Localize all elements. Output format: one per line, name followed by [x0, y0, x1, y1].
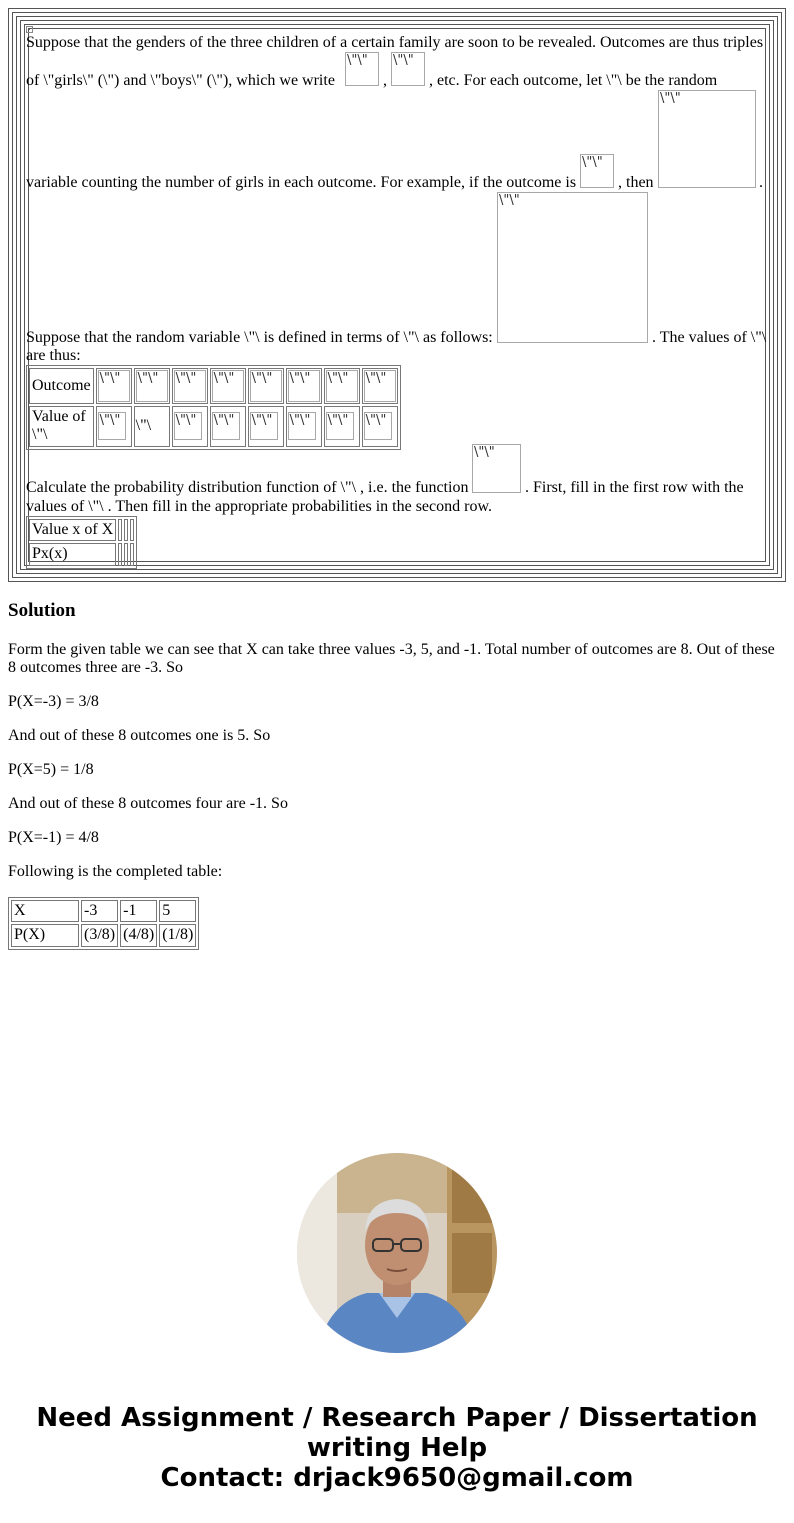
answer-prob-label: Px(x) [29, 543, 116, 565]
question-line-4b: . The values of \"\ [652, 329, 767, 346]
outcome-image: \"\" [136, 370, 168, 402]
answer-input-cell[interactable] [130, 519, 134, 541]
author-avatar [297, 1153, 497, 1353]
table-cell: -3 [81, 900, 118, 922]
period: . [759, 174, 763, 191]
solution-p2: P(X=5) = 1/8 [8, 761, 94, 778]
math-image-example-outcome: \"\" [580, 154, 614, 188]
outcome-image: \"\" [98, 370, 130, 402]
math-image-girl-outcome: \"\" [345, 52, 379, 86]
author-photo-illustration [297, 1153, 497, 1353]
contact-banner [0, 1403, 794, 1493]
cta-contact-email[interactable]: Contact: drjack9650@gmail.com [160, 1463, 634, 1493]
answer-input-cell[interactable] [130, 543, 134, 565]
solution-heading: Solution [8, 600, 76, 621]
math-image-y-definition: \"\" [497, 192, 648, 343]
broken-image-icon [26, 26, 33, 33]
question-line-3b: , then [618, 174, 654, 191]
table-cell: (1/8) [159, 924, 196, 946]
solution-table-prob-row [11, 924, 196, 946]
outcome-header: Outcome [29, 368, 94, 404]
solution-following: Following is the completed table: [8, 863, 223, 880]
solution-p3: P(X=-1) = 4/8 [8, 829, 99, 846]
solution-sentence-2: And out of these 8 outcomes one is 5. So [8, 727, 271, 744]
outcome-image: \"\" [250, 370, 282, 402]
question-line-2d: , etc. For each outcome, let \"\ be the random [429, 72, 718, 89]
answer-table [26, 516, 137, 569]
answer-input-cell[interactable] [118, 519, 122, 541]
solution-table-header-row [11, 900, 196, 922]
question-line-2a: of \"girls\" (\") and \"boys\" (\"), which we write [26, 72, 335, 89]
solution-sentence-3: And out of these 8 outcomes four are -1. So [8, 795, 288, 812]
outcome-image: \"\" [174, 370, 206, 402]
question-line-1: Suppose that the genders of the three children of a certain family are soon to be revealed. Outcomes are thus triples [26, 34, 764, 51]
value-image: \"\" [98, 412, 126, 440]
solution-intro: Form the given table we can see that X can take three values -3, 5, and -1. Total number of outcomes are 8. Out of these 8 outcomes three are -3. So [8, 641, 775, 677]
solution-p1: P(X=-3) = 3/8 [8, 693, 99, 710]
cta-line-2: writing Help [306, 1433, 488, 1463]
value-image: \"\" [174, 412, 202, 440]
outcome-row [29, 368, 398, 404]
value-image: \"\" [212, 412, 240, 440]
outcome-image: \"\" [364, 370, 396, 402]
outcome-table [26, 365, 401, 450]
answer-input-cell[interactable] [124, 543, 128, 565]
value-image: \"\" [326, 412, 354, 440]
solution-table [8, 897, 199, 950]
calculate-line-1a: Calculate the probability distribution function of \"\ , i.e. the function [26, 479, 469, 496]
calculate-line-1b: . First, fill in the first row with the [525, 479, 744, 496]
question-line-4a: Suppose that the random variable \"\ is defined in terms of \"\ as follows: [26, 329, 493, 346]
math-image-example-value: \"\" [658, 90, 756, 188]
table-cell: -1 [120, 900, 157, 922]
calculate-line-2: values of \"\ . Then fill in the appropriate probabilities in the second row. [26, 498, 492, 515]
table-cell: (4/8) [120, 924, 157, 946]
comma: , [383, 72, 387, 89]
value-image: \"\" [364, 412, 392, 440]
table-cell: P(X) [11, 924, 79, 946]
value-header: Value of \"\ [29, 406, 94, 447]
table-cell: (3/8) [81, 924, 118, 946]
outcome-image: \"\" [212, 370, 244, 402]
cta-line-1: Need Assignment / Research Paper / Dissertation [36, 1403, 758, 1433]
value-row [29, 406, 398, 447]
outcome-image: \"\" [326, 370, 358, 402]
value-image: \"\" [288, 412, 316, 440]
answer-input-cell[interactable] [124, 519, 128, 541]
value-image: \"\" [250, 412, 278, 440]
answer-value-label: Value x of X [29, 519, 116, 541]
question-line-3a: variable counting the number of girls in each outcome. For example, if the outcome is [26, 174, 577, 191]
answer-input-cell[interactable] [118, 543, 122, 565]
table-cell: X [11, 900, 79, 922]
outcome-image: \"\" [288, 370, 320, 402]
value-text-cell: \"\ [134, 406, 170, 447]
question-line-5: are thus: [26, 347, 81, 364]
math-image-boy-outcome: \"\" [391, 52, 425, 86]
table-cell: 5 [159, 900, 196, 922]
math-image-pdf-function: \"\" [472, 444, 521, 493]
